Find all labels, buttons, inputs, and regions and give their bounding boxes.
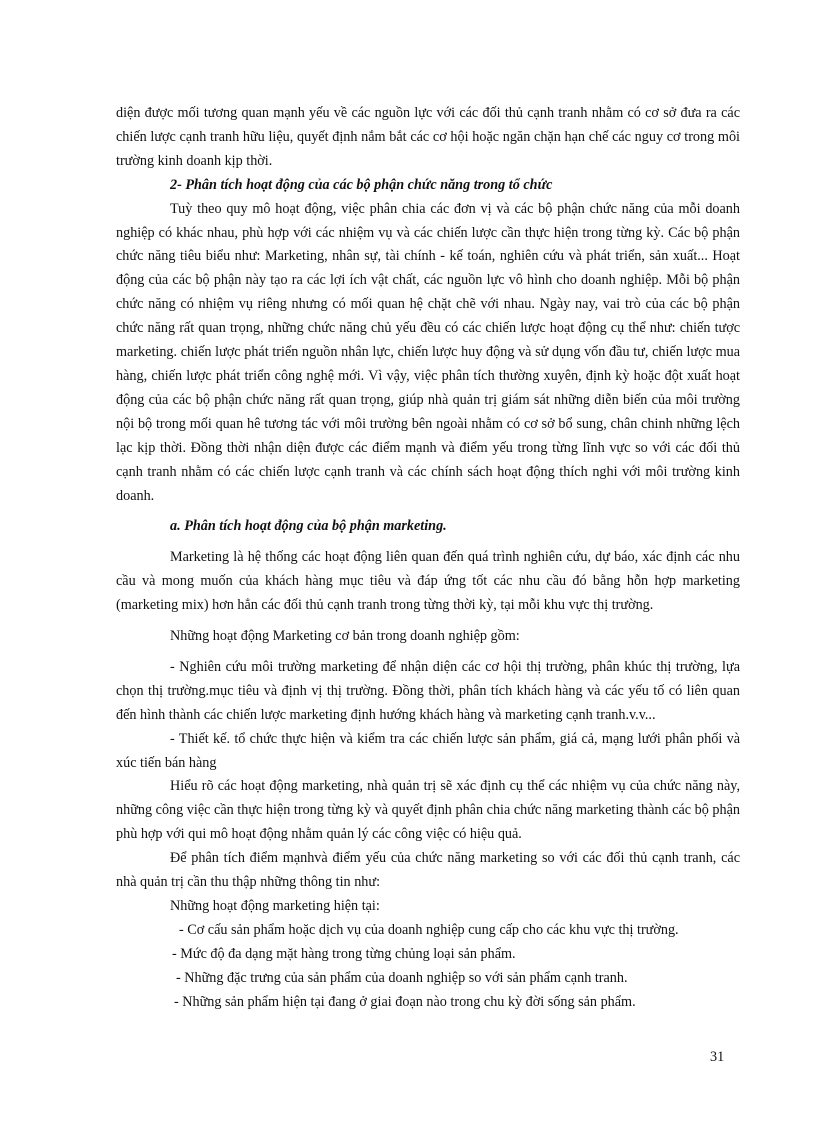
page-number: 31 — [710, 1049, 725, 1065]
list-item: - Cơ cấu sản phẩm hoặc dịch vụ của doanh nghiệp cung cấp cho các khu vực thị trường. — [179, 921, 679, 938]
design-paragraph: - Thiết kế. tổ chức thực hiện và kiểm tra các chiến lược sản phẩm, giá cả, mạng lưới phân phối và xúc tiến bán hàng — [116, 730, 740, 771]
intro-paragraph: diện được mối tương quan mạnh yếu về các nguồn lực với các đối thủ cạnh tranh nhằm có cơ sở đưa ra các chiến lược cạnh tranh hữu liệu, quyết định nắm bắt các cơ hội hoặc ngăn chặn hạn chế các nguy cơ trong môi trường kinh doanh kịp thời. — [116, 105, 740, 169]
list-item: - Những sản phẩm hiện tại đang ở giai đoạn nào trong chu kỳ đời sống sản phẩm. — [174, 993, 636, 1010]
list-item: - Mức độ đa dạng mặt hàng trong từng chủng loại sản phẩm. — [172, 945, 516, 962]
marketing-definition-paragraph: Marketing là hệ thống các hoạt động liên quan đến quá trình nghiên cứu, dự báo, xác định các nhu cầu và mong muốn của khách hàng mục tiêu và đáp ứng tốt các nhu cầu đó bằng hỗn hợp marketing (marketing mix) hơn hẳn các đối thủ cạnh tranh trong từng thời kỳ, tại mỗi khu vực thị trường. — [116, 549, 740, 614]
section-heading-2: 2- Phân tích hoạt động của các bộ phận chức năng trong tổ chức — [170, 176, 553, 193]
page-content — [116, 102, 740, 1015]
section-heading-a: a. Phân tích hoạt động của bộ phận marketing. — [170, 518, 447, 535]
functions-paragraph: Tuỳ theo quy mô hoạt động, việc phân chia các đơn vị và các bộ phận chức năng của mỗi doanh nghiệp có khác nhau, phù hợp với các nhiệm vụ và các chiến lược cần thực hiện trong từng kỳ. Các bộ phận chức năng tiêu biểu như: Marketing, nhân sự, tài chính - kế toán, nghiên cứu và phát triển, sản xuất... Hoạt động của các bộ phận này tạo ra các lợi ích vật chất, các nguồn lực vô hình cho doanh nghiệp. Mỗi bộ phận chức năng có nhiệm vụ riêng nhưng có mối quan hệ chặt chẽ với nhau. Ngày nay, vai trò của các bộ phận chức năng rất quan trọng, những chức năng chủ yếu đều có các chiến lược hoạt động cụ thể như: chiến tược marketing. chiến lược phát triển nguồn nhân lực, chiến lược huy động và sử dụng vốn đầu tư, chiến lược mua hàng, chiến lược phát triển công nghệ mới. Vì vậy, việc phân tích thường xuyên, định kỳ hoặc đột xuất hoạt động của các bộ phận chức năng rất quan trọng, giúp nhà quản trị giám sát những diễn biến của môi trường nội bộ trong mối quan hê tương tác với môi trường bên ngoài nhằm có cơ sở bổ sung, chân chinh những lệch lạc kịp thời. Đồng thời nhận diện được các điểm mạnh và điểm yếu trong từng lĩnh vực so với các đối thủ cạnh tranh nhằm có các chiến lược cạnh tranh và các chính sách hoạt động thích nghi với môi trường kinh doanh. — [116, 200, 740, 504]
understanding-paragraph: Hiểu rõ các hoạt động marketing, nhà quản trị sẽ xác định cụ thể các nhiệm vụ của chức năng này, những công việc cần thực hiện trong từng kỳ và quyết định phân chia chức năng marketing thành các bộ phận phù hợp với qui mô hoạt động nhằm quản lý các công việc có hiệu quả. — [116, 778, 740, 843]
activities-intro-paragraph: Những hoạt động Marketing cơ bản trong doanh nghiệp gồm: — [170, 628, 520, 645]
current-activities-paragraph: Những hoạt động marketing hiện tại: — [170, 898, 380, 914]
analysis-paragraph: Để phân tích điểm mạnhvà điểm yếu của chức năng marketing so với các đối thủ cạnh tranh, các nhà quản trị cần thu thập những thông tin như: — [116, 850, 740, 891]
research-paragraph: - Nghiên cứu môi trường marketing để nhận diện các cơ hội thị trường, phân khúc thị trường, lựa chọn thị trường.mục tiêu và định vị thị trường. Đồng thời, phân tích khách hàng và các yếu tố có liên quan đến hình thành các chiến lược marketing định hướng khách hàng và marketing cạnh tranh.v.v... — [116, 658, 740, 723]
list-item: - Những đặc trưng của sản phẩm của doanh nghiệp so với sản phẩm cạnh tranh. — [176, 969, 628, 986]
